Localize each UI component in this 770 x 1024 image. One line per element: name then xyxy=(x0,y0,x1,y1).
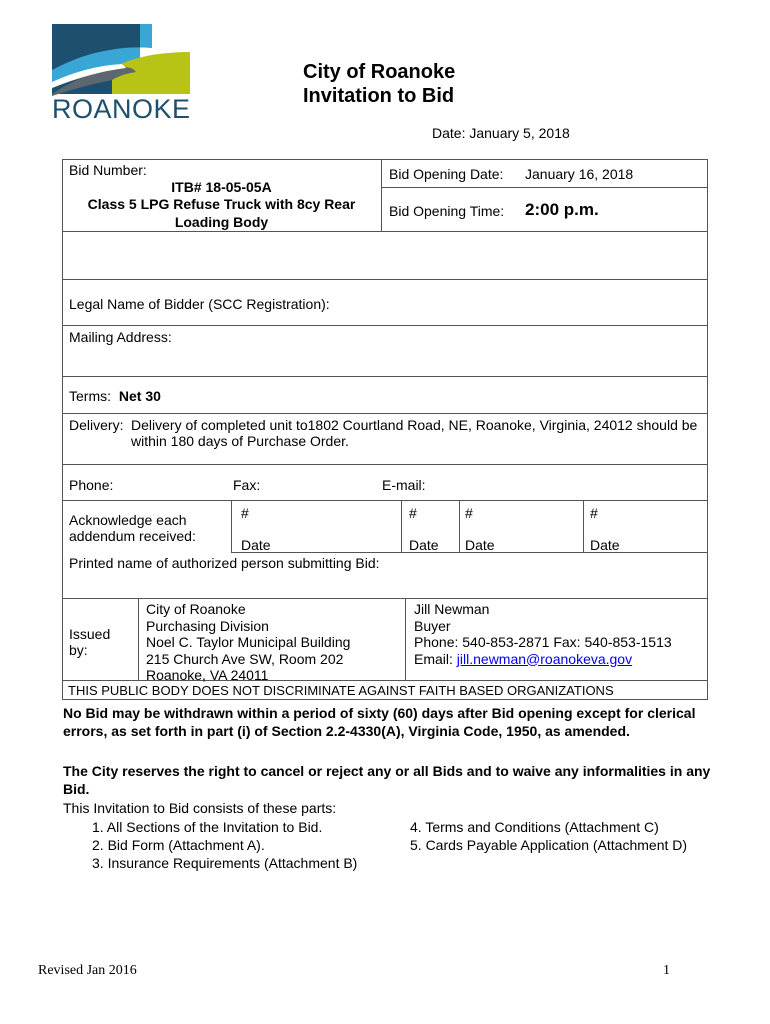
faith-notice: THIS PUBLIC BODY DOES NOT DISCRIMINATE AGAINST FAITH BASED ORGANIZATIONS xyxy=(68,683,614,698)
issuer-address xyxy=(146,601,350,684)
terms xyxy=(69,388,161,405)
part-item: 4. Terms and Conditions (Attachment C) xyxy=(410,819,659,835)
legal-name-label: Legal Name of Bidder (SCC Registration): xyxy=(69,296,330,312)
addendum-number-2[interactable]: # xyxy=(409,505,417,521)
withdraw-notice: No Bid may be withdrawn within a period of sixty (60) days after Bid opening except for clerical errors, as set forth in part (i) of Section 2.2-4330(A), Virginia Code, 1950, as amended. xyxy=(63,705,696,739)
addendum-divider xyxy=(401,500,402,553)
reserve-notice: The City reserves the right to cancel or reject any or all Bids and to waive any informalities in any Bid. xyxy=(63,763,711,797)
bid-description-line1: Class 5 LPG Refuse Truck with 8cy Rear xyxy=(87,196,356,212)
delivery-line1: Delivery of completed unit to1802 Courtland Road, NE, Roanoke, Virginia, 24012 should be xyxy=(131,417,698,433)
bid-opening-date-label: Bid Opening Date: xyxy=(389,166,504,182)
addendum-date-3[interactable]: Date xyxy=(465,537,495,553)
delivery-line2: within 180 days of Purchase Order. xyxy=(131,433,349,449)
addendum-number-3[interactable]: # xyxy=(465,505,473,521)
buyer-email-row xyxy=(414,651,672,668)
phone-label: Phone: xyxy=(69,477,114,493)
issuer-city: Roanoke, VA 24011 xyxy=(146,667,269,683)
buyer-title: Buyer xyxy=(414,617,451,634)
page-title-line1: City of Roanoke xyxy=(303,61,456,83)
ack-label-line1: Acknowledge each xyxy=(69,512,187,528)
row-divider xyxy=(62,325,708,326)
part-item: 2. Bid Form (Attachment A). xyxy=(92,837,265,853)
row-divider xyxy=(62,500,708,501)
issuer-building: Noel C. Taylor Municipal Building xyxy=(146,634,351,650)
addendum-divider xyxy=(459,500,460,553)
issued-label-line1: Issued xyxy=(69,626,111,642)
row-divider xyxy=(62,376,708,377)
bid-header-divider xyxy=(381,159,382,232)
page-number: 1 xyxy=(663,963,670,978)
part-item: 5. Cards Payable Application (Attachment D) xyxy=(410,837,688,853)
addendum-divider xyxy=(583,500,584,553)
fax-label: Fax: xyxy=(233,477,261,493)
revision-note: Revised Jan 2016 xyxy=(38,963,137,978)
row-divider xyxy=(62,413,708,414)
bid-opening-time-label: Bid Opening Time: xyxy=(389,203,505,219)
issue-date xyxy=(432,125,570,142)
page-title-line2: Invitation to Bid xyxy=(303,85,455,107)
printed-name-label: Printed name of authorized person submitting Bid: xyxy=(69,555,380,571)
mailing-address-label: Mailing Address: xyxy=(69,329,172,345)
email-label: E-mail: xyxy=(382,477,426,493)
terms-label: Terms: xyxy=(69,388,111,404)
addendum-divider xyxy=(231,500,232,553)
addendum-number-1[interactable]: # xyxy=(241,505,249,521)
row-divider xyxy=(62,598,708,599)
issue-date-label: Date: xyxy=(432,125,466,141)
delivery-label: Delivery: xyxy=(69,417,124,433)
issuer-street: 215 Church Ave SW, Room 202 xyxy=(146,650,344,667)
bid-description-line2: Loading Body xyxy=(174,214,269,230)
logo-wordmark: ROANOKE xyxy=(52,94,191,124)
addendum-number-4[interactable]: # xyxy=(590,505,598,521)
ack-label-line2: addendum received: xyxy=(69,528,196,544)
buyer-email-link[interactable]: jill.newman@roanokeva.gov xyxy=(456,650,633,667)
issuer-division: Purchasing Division xyxy=(146,617,269,634)
issue-date-value: January 5, 2018 xyxy=(469,125,570,141)
parts-intro: This Invitation to Bid consists of these parts: xyxy=(63,800,337,816)
addendum-date-2[interactable]: Date xyxy=(409,537,439,553)
roanoke-logo xyxy=(52,24,194,124)
bid-opening-time-value: 2:00 p.m. xyxy=(525,200,599,219)
row-divider xyxy=(62,464,708,465)
buyer-contact xyxy=(414,601,672,667)
parts-list-left xyxy=(92,818,357,872)
row-divider xyxy=(62,279,708,280)
bid-opening-date-value: January 16, 2018 xyxy=(525,166,634,182)
buyer-name: Jill Newman xyxy=(414,601,490,617)
bid-opening-divider xyxy=(381,187,708,188)
bidder-entry-field[interactable] xyxy=(63,232,707,279)
part-item: 1. All Sections of the Invitation to Bid. xyxy=(92,819,323,835)
part-item: 3. Insurance Requirements (Attachment B) xyxy=(92,855,358,871)
issuer-org: City of Roanoke xyxy=(146,601,246,617)
bid-number-value: ITB# 18-05-05A xyxy=(171,179,272,195)
issued-divider xyxy=(405,598,406,680)
bid-number-label: Bid Number: xyxy=(69,162,147,178)
buyer-email-label: Email: xyxy=(414,650,453,667)
addendum-date-1[interactable]: Date xyxy=(241,537,271,553)
issued-label-line2: by: xyxy=(69,642,88,658)
issued-divider xyxy=(138,598,139,680)
buyer-phone: Phone: 540-853-2871 Fax: 540-853-1513 xyxy=(414,634,672,650)
parts-list-right xyxy=(410,818,687,854)
addendum-date-4[interactable]: Date xyxy=(590,537,620,553)
terms-value: Net 30 xyxy=(118,388,161,404)
